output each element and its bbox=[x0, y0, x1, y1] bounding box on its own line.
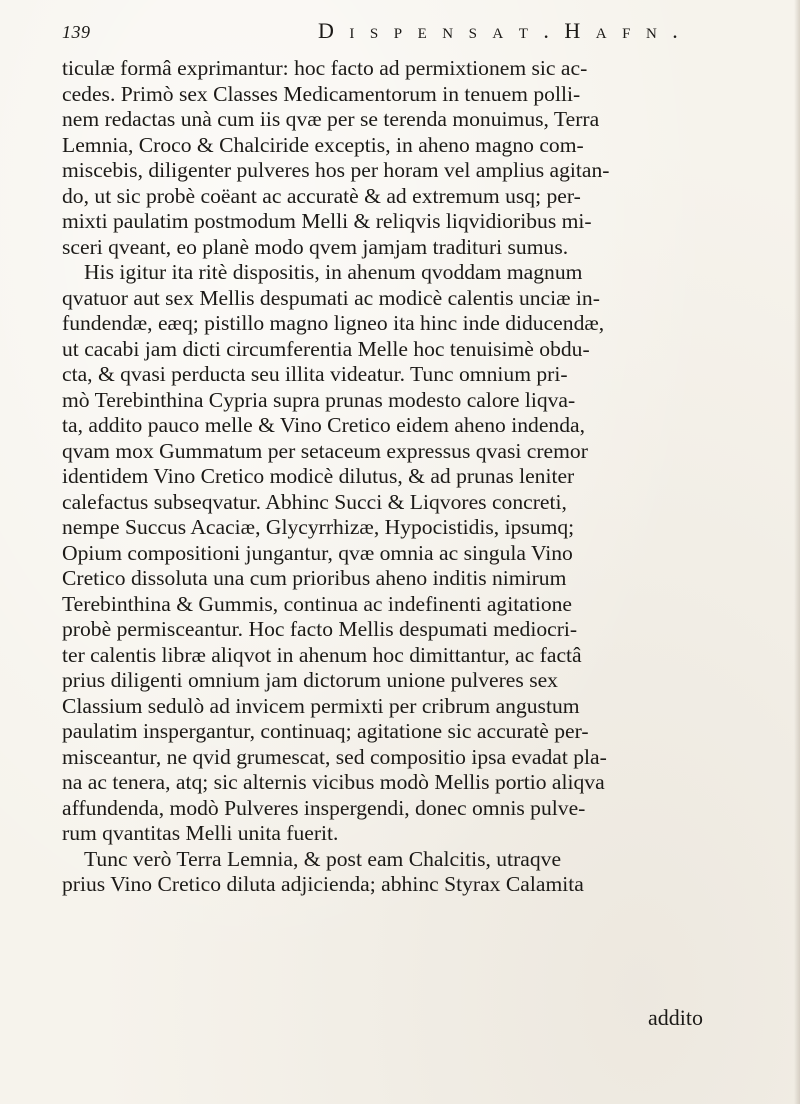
text-line: Lemnia, Croco & Chalciride exceptis, in aheno magno com- bbox=[62, 132, 584, 157]
text-line: Opium compositioni jungantur, qvæ omnia ac singula Vino bbox=[62, 540, 573, 565]
text-line: nempe Succus Acaciæ, Glycyrrhizæ, Hypocistidis, ipsumq; bbox=[62, 515, 575, 539]
text-line: qvam mox Gummatum per setaceum expressus qvasi cremor bbox=[62, 438, 588, 463]
text-line: cedes. Primò sex Classes Medicamentorum in tenuem polli- bbox=[62, 81, 581, 106]
text-line: mò Terebinthina Cypria supra prunas modesto calore liqva- bbox=[62, 387, 576, 412]
text-line-paragraph-start: His igitur ita ritè dispositis, in ahenum qvoddam magnum bbox=[84, 260, 583, 284]
text-line: fundendæ, eæq; pistillo magno ligneo ita hinc inde diducendæ, bbox=[62, 311, 605, 335]
text-line-paragraph-start: Tunc verò Terra Lemnia, & post eam Chalcitis, utraqve bbox=[84, 846, 562, 871]
text-line: na ac tenera, atq; sic alternis vicibus modò Mellis portio aliqva bbox=[62, 770, 605, 794]
body-text bbox=[62, 56, 777, 898]
text-line: mixti paulatim postmodum Melli & reliqvis liqvidioribus mi- bbox=[62, 209, 592, 233]
text-line: ut cacabi jam dicti circumferentia Melle hoc tenuisimè obdu- bbox=[62, 336, 590, 361]
catchword: addito bbox=[648, 1005, 703, 1030]
text-line: calefactus subseqvatur. Abhinc Succi & Liqvores concreti, bbox=[62, 489, 567, 514]
text-line: Cretico dissoluta una cum prioribus aheno inditis nimirum bbox=[62, 566, 567, 590]
text-line: ter calentis libræ aliqvot in ahenum hoc dimittantur, ac factâ bbox=[62, 642, 582, 667]
text-line: prius diligenti omnium jam dictorum unione pulveres sex bbox=[62, 668, 558, 692]
text-line: prius Vino Cretico diluta adjicienda; abhinc Styrax Calamita bbox=[62, 872, 584, 896]
page-number: 139 bbox=[62, 22, 91, 42]
text-line: Terebinthina & Gummis, continua ac indefinenti agitatione bbox=[62, 591, 572, 616]
text-line: sceri qveant, eo planè modo qvem jamjam tradituri sumus. bbox=[62, 234, 569, 259]
text-line: identidem Vino Cretico modicè dilutus, & ad prunas leniter bbox=[62, 464, 575, 488]
text-line: do, ut sic probè coëant ac accuratè & ad extremum usq; per- bbox=[62, 183, 581, 208]
text-line: affundenda, modò Pulveres inspergendi, donec omnis pulve- bbox=[62, 795, 586, 820]
text-line: Classium sedulò ad invicem permixti per cribrum angustum bbox=[62, 693, 580, 718]
text-line: miscebis, diligenter pulveres hos per horam vel amplius agitan- bbox=[62, 158, 610, 182]
text-line: nem redactas unà cum iis qvæ per se terenda monuimus, Terra bbox=[62, 107, 600, 131]
text-line: cta, & qvasi perducta seu illita videatur. Tunc omnium pri- bbox=[62, 362, 568, 386]
page-edge-shadow bbox=[794, 0, 800, 1104]
text-line: ticulæ formâ exprimantur: hoc facto ad permixtionem sic ac- bbox=[62, 56, 588, 80]
text-line: ta, addito pauco melle & Vino Cretico eidem aheno indenda, bbox=[62, 413, 585, 437]
text-line: qvatuor aut sex Mellis despumati ac modicè calentis unciæ in- bbox=[62, 285, 600, 310]
text-line: probè permisceantur. Hoc facto Mellis despumati mediocri- bbox=[62, 617, 578, 641]
text-line: rum qvantitas Melli unita fuerit. bbox=[62, 821, 339, 845]
page-header bbox=[0, 14, 800, 50]
running-head: D i s p e n s a t . H a f n . bbox=[318, 18, 683, 43]
text-line: misceantur, ne qvid grumescat, sed compositio ipsa evadat pla- bbox=[62, 744, 607, 769]
text-line: paulatim inspergantur, continuaq; agitatione sic accuratè per- bbox=[62, 719, 589, 743]
